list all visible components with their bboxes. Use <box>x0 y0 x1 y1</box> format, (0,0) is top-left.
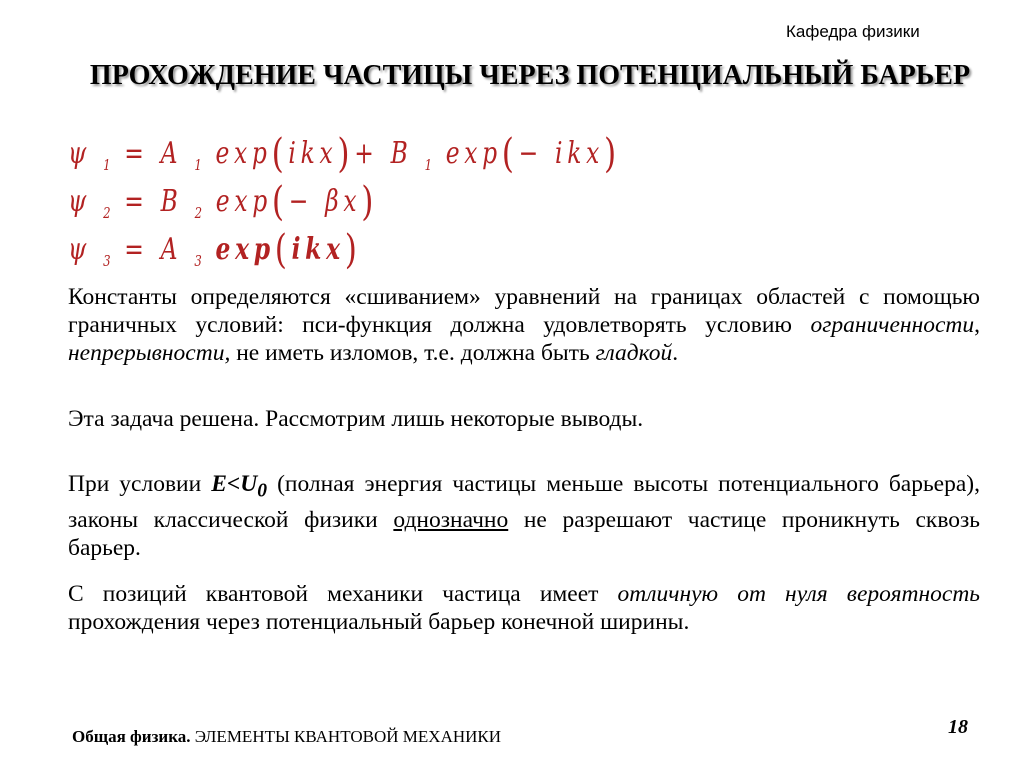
footer-course: Общая физика. ЭЛЕМЕНТЫ КВАНТОВОЙ МЕХАНИКИ <box>72 727 502 746</box>
slide-title: ПРОХОЖДЕНИЕ ЧАСТИЦЫ ЧЕРЕЗ ПОТЕНЦИАЛЬНЫЙ БАРЬЕР <box>89 60 971 91</box>
emphasis-boundedness: ограниченности <box>810 312 975 338</box>
emphasis-smooth: гладкой <box>595 340 673 366</box>
equation-psi-3: ψ $_3$ = A $_3$ exp(ikx) <box>68 227 362 273</box>
paragraph-stitching-conditions: Константы определяются «сшиванием» уравнений на границах областей с помощью граничных условий: пси-функция должна удовлетворять условию ограниченности, непрерывности, не иметь изломов, т.е. должна быть гладкой. <box>68 284 980 366</box>
condition-e-less-u0: $E<U_0$ <box>211 471 268 502</box>
paragraph-quantum-mechanics: С позиций квантовой механики частица имеет отличную от нуля вероятность прохождения через потенциальный барьер конечной ширины. <box>68 581 981 635</box>
equation-psi-1: ψ $_1$ = A $_1$ exp(ikx)+ B $_1$ exp(− ikx) <box>68 131 621 177</box>
paragraph-classical-physics: При условии $E<U_0$ (полная энергия частицы меньше высоты потенциального барьера), законы классической физики однозначно не разрешают частице проникнуть сквозь барьер. <box>68 471 980 561</box>
emphasis-nonzero-probability: отличную от нуля вероятность <box>617 581 981 607</box>
emphasis-continuity: непрерывности, <box>68 340 231 366</box>
paragraph-task-solved: Эта задача решена. Рассмотрим лишь некоторые выводы. <box>68 406 644 432</box>
underlined-unambiguously: однозначно <box>393 506 509 533</box>
equation-psi-2: ψ $_2$ = B $_2$ exp(− βx) <box>68 179 379 225</box>
page-number: 18 <box>948 716 968 738</box>
department-label: Кафедра физики <box>786 22 920 41</box>
